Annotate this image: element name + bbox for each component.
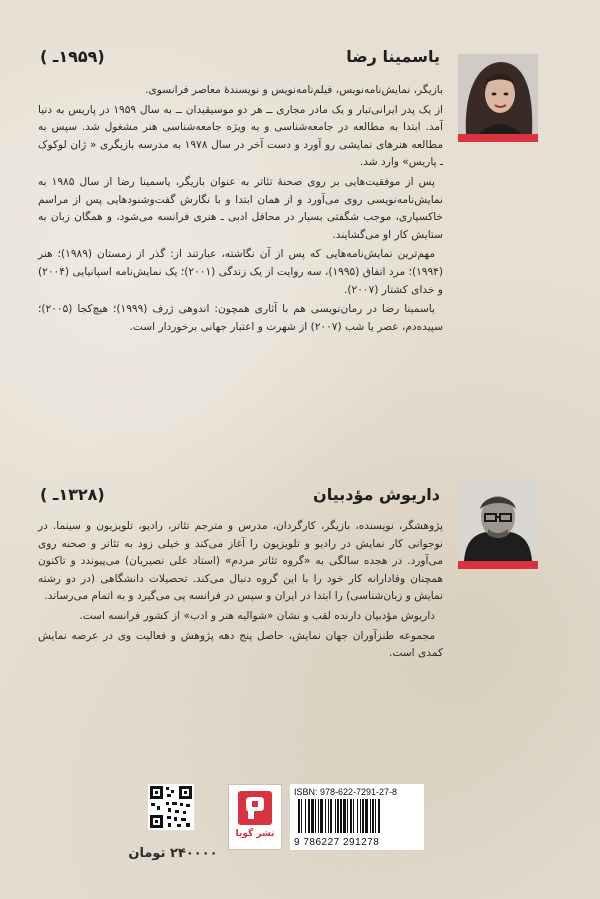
publisher-logo	[228, 784, 282, 850]
price-label: ۲۴۰۰۰۰ تومان	[128, 846, 218, 861]
author2-paragraph: مجموعه طنزآوران جهان نمایش، حاصل پنج دهه پژوهش و فعالیت وی در عرصه نمایش کمدی است.	[38, 629, 443, 660]
publisher-name: نشر گویا	[235, 829, 275, 839]
author1-paragraph: مهم‌ترین نمایش‌نامه‌هایی که پس از آن نگاشته، عبارتند از: گذر از زمستان (۱۹۸۹)؛ هنر (۱۹۹۴)؛ مرد اتفاق (۱۹۹۵)، سه روایت از یک زندگی (۲۰۰۱)؛ یک نمایش‌نامه اسپانیایی (۲۰۰۴) و خدای کشتار (۲۰۰۷).	[38, 248, 443, 296]
author1-heading	[40, 47, 440, 66]
author1-paragraph: بازیگر، نمایش‌نامه‌نویس، فیلم‌نامه‌نویس و نویسندهٔ معاصر فرانسوی.	[145, 84, 443, 96]
author2-bio	[38, 518, 443, 665]
author2-paragraph: پژوهشگر، نویسنده، بازیگر، کارگردان، مدرس و مترجم تئاتر، رادیو، تلویزیون و سینما. در نوجوانی کار نمایش در رادیو و تلویزیون را آغاز می‌کند و خیلی زود به تئاتر و صحنه روی می‌آورد. در هجده سالگی به «گروه تئاتر مردم» (استاد علی نصیریان) می‌پیوندد و تاکنون همچنان وفادارانه کار خود را با این گروه دنبال می‌کند. تحصیلات دانشگاهی (در دو رشته نمایش و زبان‌شناسی) را ابتدا در ایران و سپس در فرانسه پی می‌گیرد و به اتمام می‌رساند.	[38, 520, 443, 603]
barcode-number: 9 786227 291278	[294, 837, 380, 848]
barcode-bars	[294, 799, 420, 835]
publisher-logo-icon	[238, 791, 272, 825]
isbn-label: ISBN: 978-622-7291-27-8	[294, 787, 398, 797]
author-portrait-dariush-moaddabian	[458, 481, 538, 569]
author2-name: داریوش مؤدبیان	[313, 485, 440, 504]
author1-paragraph: از یک پدر ایرانی‌تبار و یک مادر مجاری ــ هر دو موسیقیدان ــ به سال ۱۹۵۹ در پاریس به دنیا آمد. ابتدا به مطالعه در جامعه‌شناسی و به ویژه جامعه‌شناسی هنر مشغول شد. سپس به مطالعه هنرهای نمایشی رو آورد و دست آخر در سال ۱۹۷۸ به مدرسه بازیگری « ژان لوکوک ـ پاریس» وارد شد.	[38, 103, 443, 169]
author1-bio	[38, 82, 443, 338]
author2-heading	[40, 485, 440, 504]
author1-name: یاسمینا رضا	[346, 47, 440, 66]
barcode	[290, 784, 424, 850]
qr-code	[148, 784, 194, 830]
author2-paragraph: داریوش مؤدبیان دارنده لقب و نشان «شوالیه هنر و ادب» از کشور فرانسه است.	[79, 609, 435, 622]
author2-years: (۱۳۲۸ـ )	[40, 485, 105, 504]
author1-years: (۱۹۵۹ـ )	[40, 47, 105, 66]
author-portrait-yasmina-reza	[458, 54, 538, 142]
author1-paragraph: پس از موفقیت‌هایی بر روی صحنهٔ تئاتر به عنوان بازیگر، یاسمینا رضا از سال ۱۹۸۵ به نمایش‌نامه‌نویسی روی می‌آورد و از همان ابتدا و با نگارش گفت‌وشنودهایی پس از مراسم خاکسپاری، موجب شگفتی بسیار در محافل ادبی ـ هنری فرانسه می‌شود، و همگان زبان به ستایش کار او می‌گشایند.	[38, 175, 443, 241]
author1-paragraph: یاسمینا رضا در رمان‌نویسی هم با آثاری همچون: اندوهی ژرف (۱۹۹۹)؛ هیچ‌کجا (۲۰۰۵)؛ سپیده‌دم، عصر یا شب (۲۰۰۷) از شهرت و اعتبار جهانی برخوردار است.	[38, 303, 443, 333]
